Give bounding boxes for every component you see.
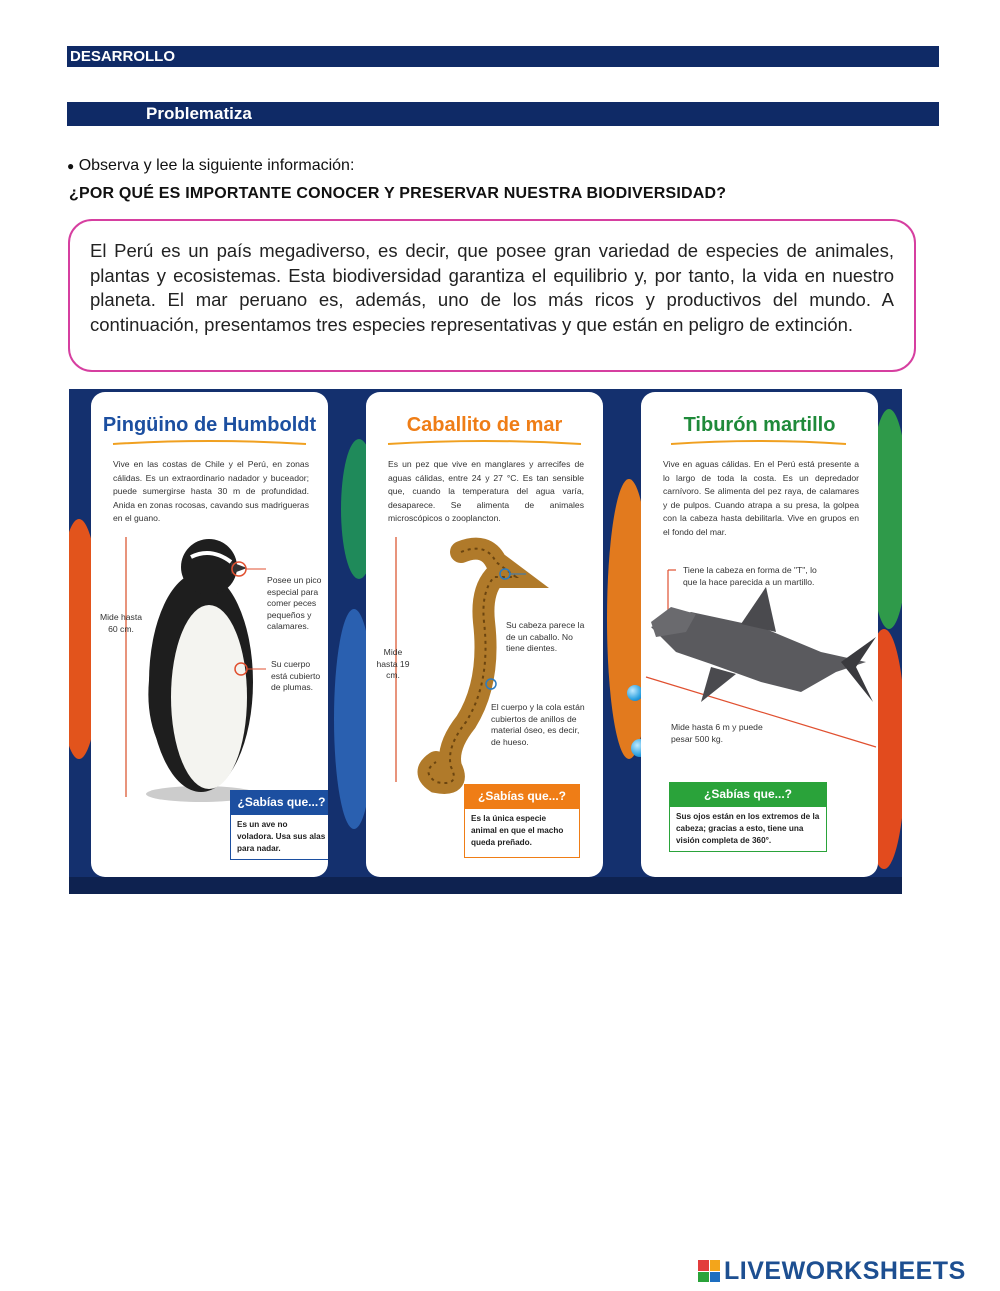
liveworksheets-logo bbox=[698, 1256, 966, 1286]
size-label: Mide hasta 60 cm. bbox=[99, 612, 143, 634]
instruction-line bbox=[67, 157, 354, 175]
sabias-que-title: ¿Sabías que...? bbox=[464, 784, 580, 808]
title-underline bbox=[91, 440, 328, 448]
card-title: Caballito de mar bbox=[406, 414, 563, 436]
beak-label: Posee un pico especial para comer peces pequeños y calamares. bbox=[267, 575, 322, 631]
card-description: Es un pez que vive en manglares y arrecifes de aguas cálidas, entre 24 y 27 °C. Es tan sensible que, cuando la temperatura del agua varía, desaparece. Se alimenta de animales microscópicos o zooplancton. bbox=[388, 459, 584, 524]
card-title: Pingüino de Humboldt bbox=[102, 414, 317, 436]
head-label: Tiene la cabeza en forma de "T", lo que la hace parecida a un martillo. bbox=[683, 565, 817, 587]
section-header-problematiza: Problematiza bbox=[67, 102, 939, 126]
card-seahorse bbox=[366, 392, 603, 877]
head-label: Su cabeza parece la de un caballo. No tiene dientes. bbox=[506, 620, 585, 653]
size-label: Mide hasta 19 cm. bbox=[376, 647, 410, 680]
card-title: Tiburón martillo bbox=[683, 414, 836, 436]
sabias-que-title: ¿Sabías que...? bbox=[669, 782, 827, 806]
logo-blocks-icon bbox=[698, 1260, 720, 1282]
question-heading: ¿POR QUÉ ES IMPORTANTE CONOCER Y PRESERVAR NUESTRA BIODIVERSIDAD? bbox=[69, 185, 727, 202]
section-header-desarrollo: DESARROLLO bbox=[67, 46, 939, 67]
title-underline bbox=[641, 440, 878, 448]
intro-paragraph: El Perú es un país megadiverso, es decir, que posee gran variedad de especies de animales, plantas y ecosistemas. Esta biodiversidad garantiza el equilibrio y, por tanto, la vida en nuestro planeta. El mar peruano es, además, uno de los más ricos y productivos del mundo. A continuación, presentamos tres especies representativas y que están en peligro de extinción. bbox=[90, 240, 894, 335]
species-infographic bbox=[69, 389, 902, 894]
sabias-que-text: Es la única especie animal en que el macho queda preñado. bbox=[464, 808, 580, 858]
title-underline bbox=[366, 440, 603, 448]
body-label: El cuerpo y la cola están cubiertos de anillos de material óseo, es decir, de hueso. bbox=[491, 702, 585, 747]
card-penguin bbox=[91, 392, 328, 877]
card-hammerhead-shark bbox=[641, 392, 878, 877]
instruction-text: Observa y lee la siguiente información: bbox=[78, 157, 355, 174]
size-label: Mide hasta 6 m y puede pesar 500 kg. bbox=[671, 722, 763, 744]
body-label: Su cuerpo está cubierto de plumas. bbox=[271, 659, 321, 692]
card-description: Vive en aguas cálidas. En el Perú está presente a lo largo de toda la costa. Es un depredador carnívoro. Se alimenta del pez raya, de calamares y de pulpos. Cuando atrapa a su presa, la golpea con la cabeza hasta debilitarla. Vive en grupos en el fondo del mar. bbox=[663, 459, 859, 537]
intro-paragraph-box bbox=[68, 219, 916, 372]
sabias-que-title: ¿Sabías que...? bbox=[230, 790, 328, 814]
logo-text: LIVEWORKSHEETS bbox=[724, 1256, 966, 1285]
sabias-que-text: Es un ave no voladora. Usa sus alas para nadar. bbox=[230, 814, 328, 860]
bullet-icon: ● bbox=[67, 159, 75, 173]
card-description: Vive en las costas de Chile y el Perú, en zonas cálidas. Es un extraordinario nadador y buceador; puede sumergirse hasta 30 m de profundidad. Anida en zonas rocosas, cavando sus madrigueras en el guano. bbox=[113, 459, 309, 524]
sabias-que-text: Sus ojos están en los extremos de la cabeza; gracias a esto, tiene una visión completa de 360°. bbox=[669, 806, 827, 852]
